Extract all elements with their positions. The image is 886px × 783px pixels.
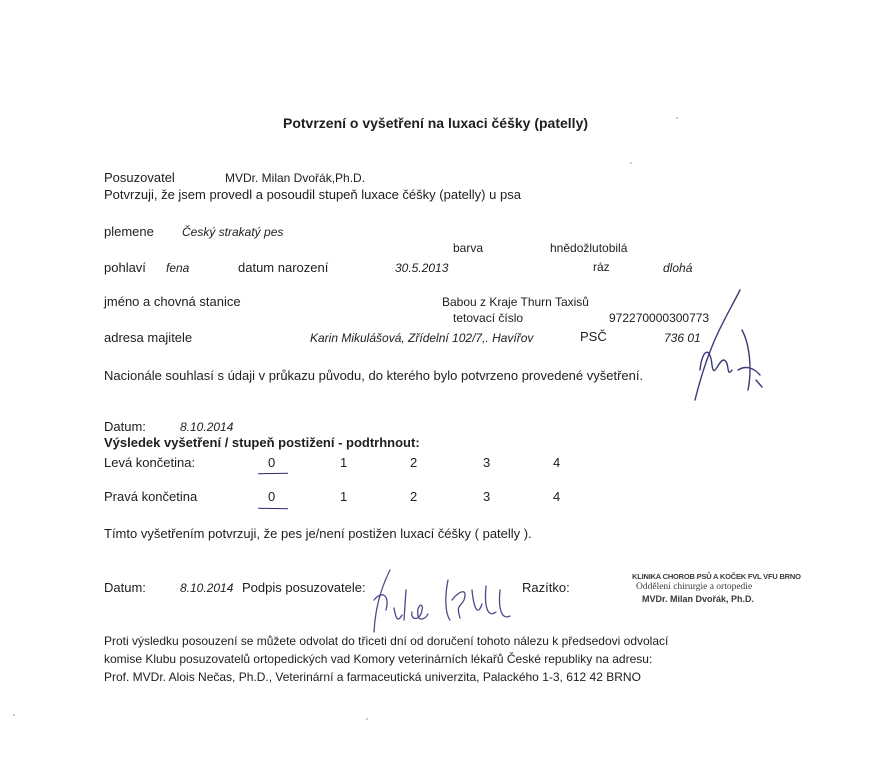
left-leg-label: Levá končetina: xyxy=(104,455,196,470)
left-grade-1: 1 xyxy=(340,455,348,470)
scan-speck xyxy=(630,162,632,164)
tattoo-label: tetovací číslo xyxy=(453,311,524,325)
coat-label: ráz xyxy=(593,260,610,274)
signature-date-label: Datum: xyxy=(104,580,146,595)
scan-speck xyxy=(676,117,678,119)
owner-label: adresa majitele xyxy=(104,330,193,345)
document-title: Potvrzení o vyšetření na luxaci čéšky (patelly) xyxy=(283,115,589,131)
stamp-clinic-line: KLINIKA CHOROB PSŮ A KOČEK FVL VFU BRNO xyxy=(632,572,801,581)
dob-value: 30.5.2013 xyxy=(395,261,449,275)
assessor-name: MVDr. Milan Dvořák,Ph.D. xyxy=(225,171,366,185)
color-label: barva xyxy=(453,241,484,255)
assessor-label: Posuzovatel xyxy=(104,170,175,185)
left-grade-underline xyxy=(258,473,288,475)
right-leg-label: Pravá končetina xyxy=(104,489,198,504)
right-grade-4: 4 xyxy=(553,489,561,504)
initials-signature-mark xyxy=(680,290,790,420)
exam-date-value: 8.10.2014 xyxy=(180,420,234,434)
appeal-line-1: Proti výsledku posouzení se můžete odvolat do třiceti dní od doručení tohoto nálezu k předsedovi odvolací xyxy=(104,634,669,648)
tattoo-value: 972270000300773 xyxy=(609,311,710,325)
breed-label: plemene xyxy=(104,224,154,239)
national-statement: Nacionále souhlasí s údaji v průkazu původu, do kterého bylo potvrzeno provedené vyšetření. xyxy=(104,368,644,383)
psc-label: PSČ xyxy=(580,329,607,344)
appeal-line-2: komise Klubu posuzovatelů ortopedických vad Komory veterinárních lékařů České republiky na adresu: xyxy=(104,652,653,666)
right-grade-3: 3 xyxy=(483,489,491,504)
signature-date-value: 8.10.2014 xyxy=(180,581,234,595)
left-grade-4: 4 xyxy=(553,455,561,470)
left-grade-3: 3 xyxy=(483,455,491,470)
right-grade-underline xyxy=(258,508,288,510)
color-value: hnědožlutobilá xyxy=(550,241,628,255)
scan-speck xyxy=(366,718,368,720)
left-grade-2: 2 xyxy=(410,455,418,470)
left-grade-0: 0 xyxy=(268,455,276,470)
stamp-department-line: Oddělení chirurgie a ortopedie xyxy=(636,582,753,592)
name-label: jméno a chovná stanice xyxy=(104,294,241,309)
right-grade-1: 1 xyxy=(340,489,348,504)
owner-value: Karin Mikulášová, Zřídelní 102/7,. Havířov xyxy=(310,331,534,345)
stamp-label: Razítko: xyxy=(522,580,570,595)
intro-statement: Potvrzuji, že jsem provedl a posoudil stupeň luxace čéšky (patelly) u psa xyxy=(104,187,521,202)
sex-value: fena xyxy=(166,261,190,275)
signature-label: Podpis posuzovatele: xyxy=(242,580,366,595)
psc-value: 736 01 xyxy=(664,331,701,345)
exam-date-label: Datum: xyxy=(104,419,146,434)
coat-value: dlohá xyxy=(663,261,693,275)
confirmation-statement: Tímto vyšetřením potvrzuji, že pes je/není postižen luxací čéšky ( patelly ). xyxy=(104,526,532,541)
result-heading: Výsledek vyšetření / stupeň postižení - podtrhnout: xyxy=(104,435,420,450)
breed-value: Český strakatý pes xyxy=(182,225,284,239)
assessor-signature xyxy=(360,560,530,640)
right-grade-2: 2 xyxy=(410,489,418,504)
dob-label: datum narození xyxy=(238,260,329,275)
scan-speck xyxy=(13,714,15,716)
appeal-line-3: Prof. MVDr. Alois Nečas, Ph.D., Veterinární a farmaceutická univerzita, Palackého 1-3, 612 42 BRNO xyxy=(104,670,641,684)
name-value: Babou z Kraje Thurn Taxisů xyxy=(442,295,589,309)
stamp-doctor-line: MVDr. Milan Dvořák, Ph.D. xyxy=(642,594,755,604)
sex-label: pohlaví xyxy=(104,260,146,275)
right-grade-0: 0 xyxy=(268,489,276,504)
